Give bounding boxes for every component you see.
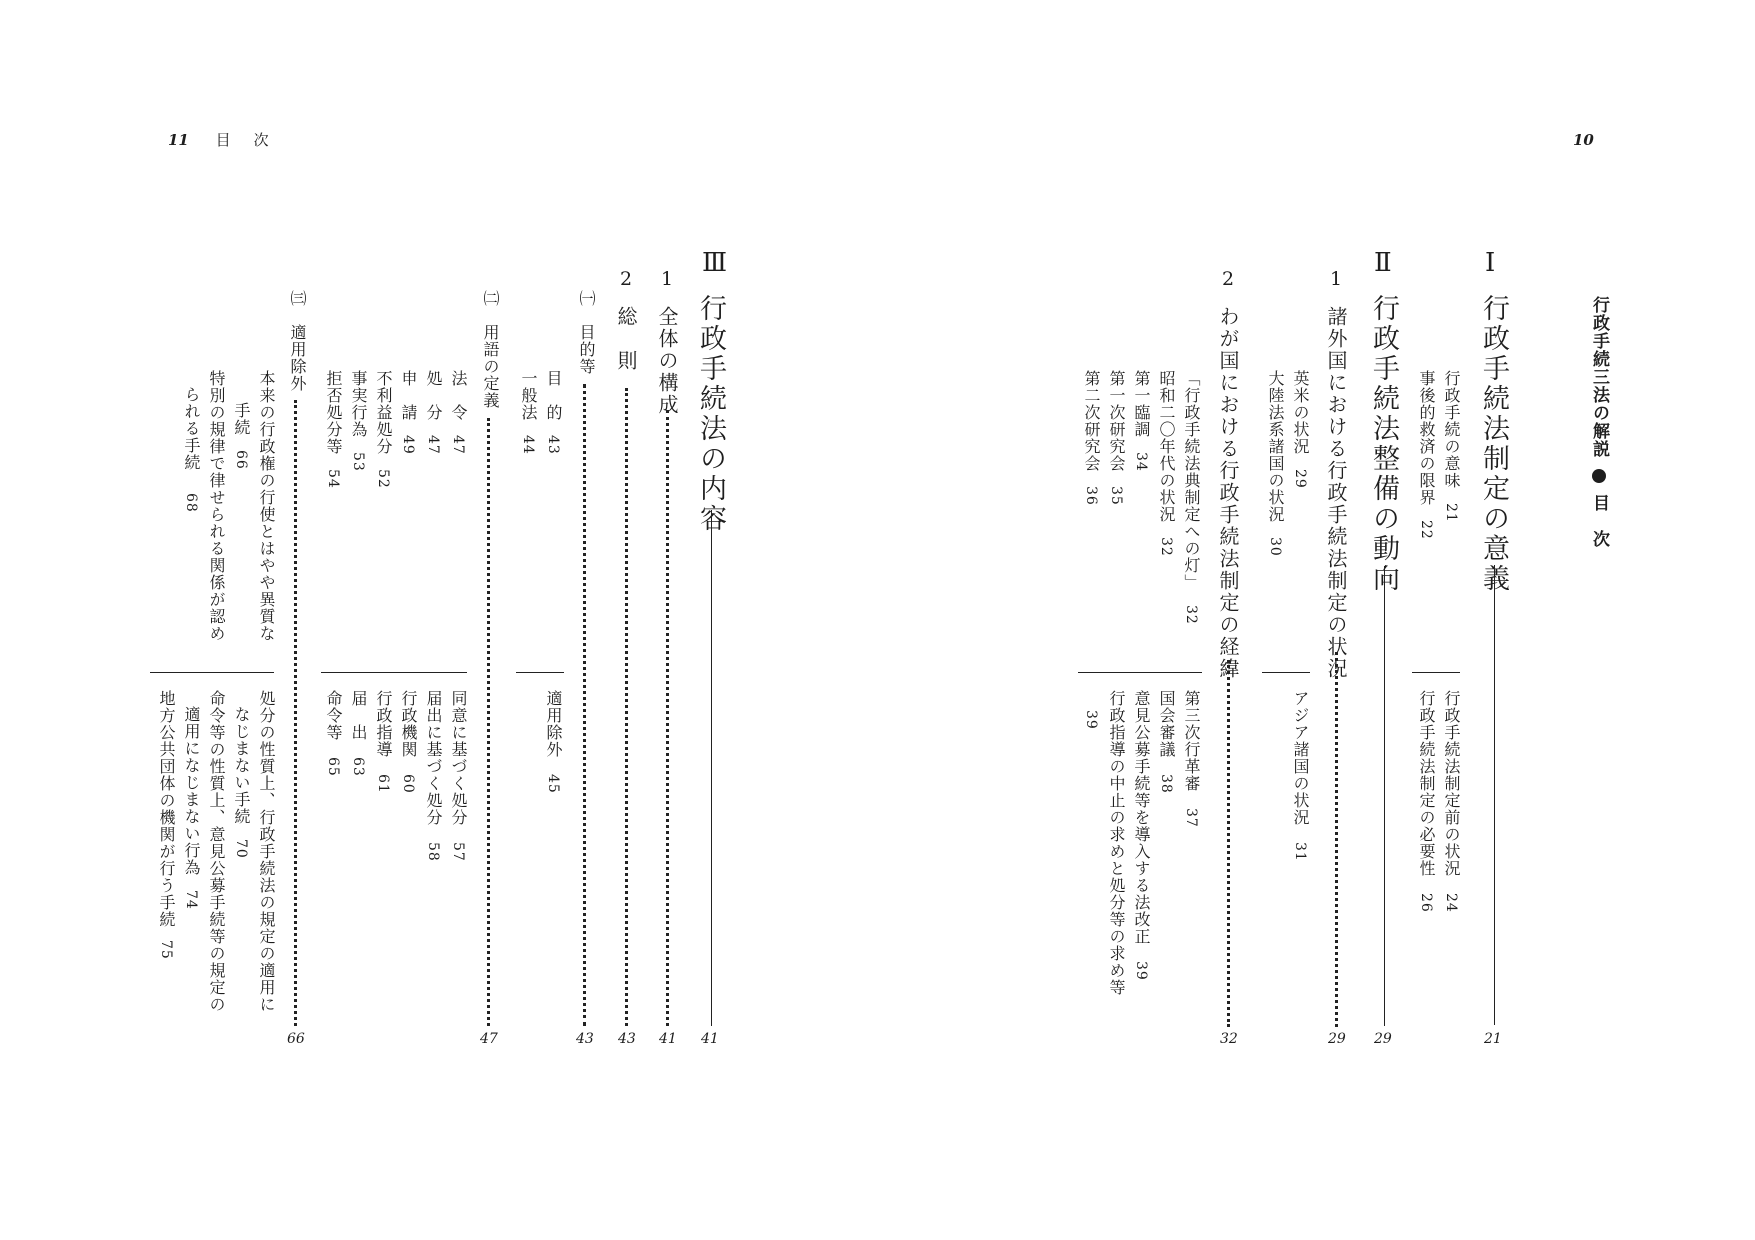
k1-item-3: 適用除外45: [544, 690, 563, 794]
k3-item-1-line-1: 本来の行政権の行使とはやや異質な: [257, 370, 276, 642]
sec2-1-item-2: 大陸法系諸国の状況30: [1266, 370, 1285, 557]
k2-item-3: 申 請49: [399, 370, 418, 455]
kakko-2-title: 用語の定義: [481, 324, 500, 409]
kakko-1-leader: [583, 384, 586, 1026]
section-3-2-title: 総 則: [614, 306, 638, 372]
right-page-header: [1573, 133, 1594, 148]
sec2-2-item-9-page: 39: [1083, 710, 1099, 730]
section-1-page: 21: [1484, 1031, 1502, 1047]
sec2-1-item-3: アジア諸国の状況31: [1291, 690, 1310, 862]
kakko-1-page: 43: [576, 1031, 594, 1047]
section-2-1-leader: [1335, 652, 1338, 1027]
section-3-rule: [711, 510, 712, 1026]
sec2-2-item-5: 第二次研究会36: [1082, 370, 1101, 506]
k3-item-4-line-2: 適用になじまない行為74: [182, 706, 201, 910]
left-header-label: 目 次: [215, 131, 273, 149]
k2-item-5: 事実行為53: [349, 370, 368, 472]
section-3-1-leader: [666, 410, 669, 1026]
k2-item-4: 不利益処分52: [374, 370, 393, 489]
section-2-1-number: 1: [1330, 268, 1343, 290]
section-1-title: 行政手続法制定の意義: [1478, 294, 1509, 594]
sec2-2-item-2: 昭和二〇年代の状況32: [1157, 370, 1176, 557]
section-3-1-page: 41: [659, 1031, 677, 1047]
k2-item-1: 法 令47: [449, 370, 468, 455]
section-2-1-page: 29: [1328, 1031, 1346, 1047]
section-2-2-leader: [1227, 660, 1230, 1027]
bullet-icon: [1592, 469, 1606, 483]
sec1-item-2: 事後的救済の限界22: [1417, 370, 1436, 540]
section-2-page: 29: [1374, 1031, 1392, 1047]
kakko-2-page: 47: [480, 1031, 498, 1047]
section-1-rule: [1494, 565, 1495, 1025]
sec2-2-item-1: 「行政手続法典制定への灯」32: [1182, 370, 1201, 625]
k2-column-separator: [321, 672, 467, 673]
section-2-2-number: 2: [1222, 268, 1235, 290]
section-2-title: 行政手続法整備の動向: [1368, 294, 1399, 594]
k3-item-3-line-2: なじまない手続70: [232, 706, 251, 859]
sec1-column-separator: [1412, 672, 1460, 673]
k3-item-4-line-1: 命令等の性質上、意見公募手続等の規定の: [207, 690, 226, 1013]
sec2-2-item-9: 行政指導の中止の求めと処分等の求め等: [1107, 690, 1126, 996]
kakko-2-leader: [487, 418, 490, 1026]
left-page-number: 11: [168, 131, 189, 149]
section-3-2-number: 2: [620, 268, 633, 290]
k3-column-separator: [150, 672, 274, 673]
k2-item-11: 届 出63: [349, 690, 368, 777]
right-page-number: 10: [1573, 131, 1594, 149]
k3-item-3-line-1: 処分の性質上、行政手続法の規定の適用に: [257, 690, 276, 1013]
running-title: [1590, 296, 1607, 548]
kakko-1-number: ㈠: [577, 290, 596, 307]
k2-item-10: 行政指導61: [374, 690, 393, 794]
left-page-header: [168, 133, 273, 148]
sec2-2-item-6: 第三次行革審37: [1182, 690, 1201, 828]
kakko-2-number: ㈡: [481, 290, 500, 307]
sec2-1-item-1: 英米の状況29: [1291, 370, 1310, 489]
section-3-number: Ⅲ: [702, 248, 728, 278]
sec2-2-item-3: 第一臨調34: [1132, 370, 1151, 472]
k2-item-2: 処 分47: [424, 370, 443, 455]
section-3-title: 行政手続法の内容: [695, 294, 726, 534]
kakko-3-title: 適用除外: [288, 324, 307, 392]
k3-item-5: 地方公共団体の機関が行う手続: [157, 690, 176, 928]
sec1-item-3: 行政手続法制定前の状況24: [1442, 690, 1461, 913]
kakko-1-title: 目的等: [577, 324, 596, 375]
section-2-2-page: 32: [1220, 1031, 1238, 1047]
k3-item-5-page: 75: [158, 940, 174, 960]
k1-item-2: 一般法44: [519, 370, 538, 455]
k2-item-7: 同意に基づく処分57: [449, 690, 468, 862]
k1-item-1: 目 的43: [544, 370, 563, 455]
section-2-2-title: わが国における行政手続法制定の経緯: [1216, 306, 1240, 680]
k3-item-1-line-2: 手続66: [232, 402, 251, 470]
running-title-section: 目 次: [1589, 493, 1609, 548]
k3-item-2-line-2: られる手続68: [182, 386, 201, 513]
sec2-2-item-7: 国会審議38: [1157, 690, 1176, 794]
kakko-3-page: 66: [287, 1031, 305, 1047]
k2-item-8: 届出に基づく処分58: [424, 690, 443, 862]
k2-item-9: 行政機関60: [399, 690, 418, 794]
section-3-2-page: 43: [618, 1031, 636, 1047]
section-3-page: 41: [701, 1031, 719, 1047]
section-3-1-title: 全体の構成: [655, 306, 679, 416]
sec2-1-column-separator: [1262, 672, 1310, 673]
k2-item-6: 拒否処分等54: [324, 370, 343, 489]
k3-item-2-line-1: 特別の規律で律せられる関係が認め: [207, 370, 226, 642]
sec2-2-column-separator: [1078, 672, 1202, 673]
sec2-2-item-8: 意見公募手続等を導入する法改正39: [1132, 690, 1151, 981]
section-1-number: Ⅰ: [1485, 248, 1496, 278]
running-title-text: 行政手続三法の解説: [1589, 296, 1609, 458]
section-3-2-leader: [625, 388, 628, 1026]
section-3-1-number: 1: [661, 268, 674, 290]
sec1-item-4: 行政手続法制定の必要性26: [1417, 690, 1436, 913]
k1-column-separator: [516, 672, 564, 673]
sec2-2-item-4: 第一次研究会35: [1107, 370, 1126, 506]
kakko-3-leader: [294, 400, 297, 1026]
sec1-item-1: 行政手続の意味21: [1442, 370, 1461, 523]
section-2-1-title: 諸外国における行政手続法制定の状況: [1324, 306, 1348, 680]
section-2-number: Ⅱ: [1374, 248, 1392, 278]
kakko-3-number: ㈢: [288, 290, 307, 307]
section-2-rule: [1384, 566, 1385, 1026]
k2-item-12: 命令等65: [324, 690, 343, 777]
